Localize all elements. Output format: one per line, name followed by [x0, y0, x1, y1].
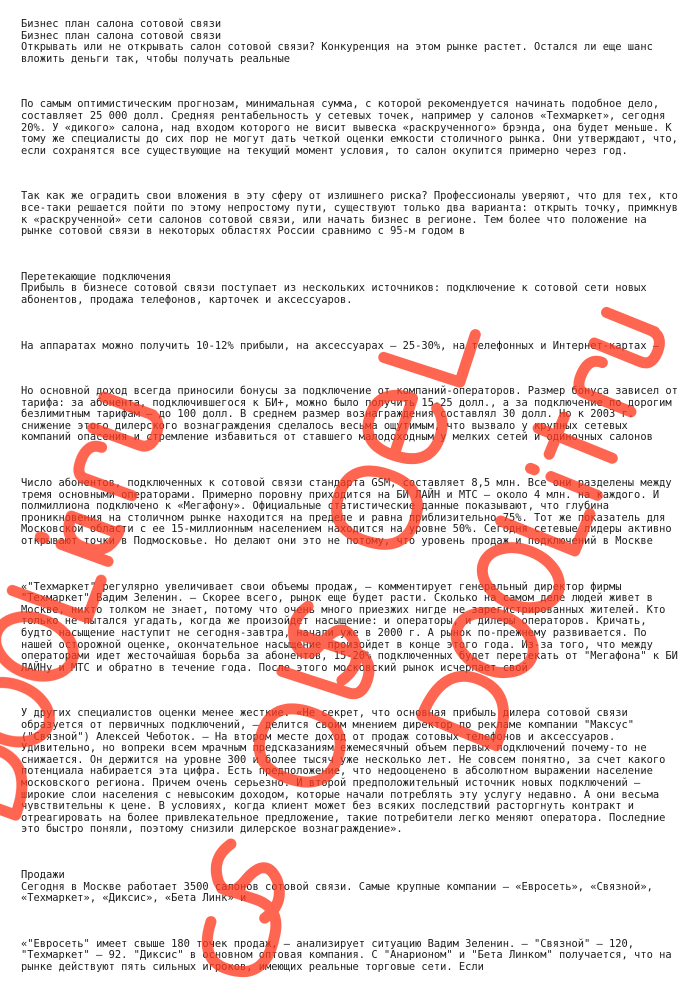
paragraph-techmarket-quote: «"Техмаркет" регулярно увеличивает свои объемы продаж, — комментирует генеральный директор фирмы "Техмаркет" Вадим Зеленин. — Скорее всего, рынок еще будет расти. Сколько на самом деле людей живет в Москве, никто толком не знает, потому что очень много приезжих нигде не зарегистрированных жителей. Кто только не пытался угадать, когда же произойдет насыщение: и операторы, и дилеры операторов. Кричать, будто насыщение наступит не сегодня-завтра, начали уже в 2000 г. А рынок по-прежнему развивается. По нашей осторожной оценке, окончательное насыщение произойдет в конце этого года. Из-за того, что между операторами идет жесточайшая борьба за абонентов, 15-20% подключенных будет перетекать от "Мегафона" к БИ ЛАЙНу и МТС и обратно в течение года. После этого московский рынок исчерпает свой: [21, 580, 678, 674]
paragraph-investment: По самым оптимистическим прогнозам, минимальная сумма, с которой рекомендуется начинать подобное дело, составляет 25 000 долл. Средняя рентабельность у сетевых точек, например у салонов «Техмаркет», сегодня 20%. У «дикого» салона, над входом которого не висит вывеска «раскрученного» брэнда, она будет меньше. К тому же специалисты до сих пор не могут дать четкой оценки емкости столичного рынка. Они утверждают, что, если сохранятся все существующие на текущий момент условия, то салон окупится примерно через год.: [21, 98, 678, 157]
paragraph-salons-count: Сегодня в Москве работает 3500 салонов сотовой связи. Самые крупные компании — «Евросеть», «Связной», «Техмаркет», «Диксис», «Бета Линк» и: [21, 880, 653, 905]
paragraph-euroset: «"Евросеть" имеет свыше 180 точек продаж, — анализирует ситуацию Вадим Зеленин. — "Связной" — 120, "Техмаркет" — 92. "Диксис" в основном оптовая компания. С "Анарионом" и "Бета Линком" получается, что на рынке действуют пять сильных игроков, имеющих реальные торговые сети. Если: [21, 937, 672, 973]
paragraph-margins: На аппаратах можно получить 10-12% прибыли, на аксессуарах — 25-30%, на телефонных и Интернет-картах —: [21, 339, 660, 352]
section-heading-sales: Продажи: [21, 868, 65, 881]
doc-title-line-2: Бизнес план салона сотовой связи: [21, 29, 222, 42]
document-body: [21, 19, 681, 973]
paragraph-risk: Так как же оградить свои вложения в эту сферу от излишнего риска? Профессионалы уверяют, что для тех, кто все-таки решается пойти по этому непростому пути, существуют только два варианта: открыть точку, примкнув к «раскрученной» сети салонов сотовой связи, или начать бизнес в регионе. Тем более что положение на рынке сотовой связи в некоторых областях России сравнимо с 95-м годом в: [21, 190, 678, 238]
section-heading-connections: Перетекающие подключения: [21, 270, 172, 283]
paragraph-profit-sources: Прибыль в бизнесе сотовой связи поступает из нескольких источников: подключение к сотовой сети новых абонентов, продажа телефонов, карточек и аксессуаров.: [21, 282, 647, 306]
paragraph-other-experts: У других специалистов оценки менее жесткие. «Не секрет, что основная прибыль дилера сотовой связи образуется от первичных подключений, — делится своим мнением директор по рекламе компании "Максус" ("Связной") Алексей Чеботок. — На втором месте доход от продаж сотовых телефонов и аксессуаров. Удивительно, но вопреки всем мрачным предсказаниям ежемесячный объем первых подключений почему-то не снижается. Он держится на уровне 300 и более тысяч уже несколько лет. Не совсем понятно, за счет какого потенциала набирается эта цифра. Есть предположение, что недооценено в абсолютном выражении население московского региона. Причем очень серьезно. И второй предположительный источник новых подключений — широкие слои населения с невысоким доходом, которые начали потреблять эту услугу недавно. А они весьма чувствительны к цене. В условиях, когда клиент может без всяких последствий расторгнуть контракт и отреагировать на более привлекательное предложение, такие потребители легко меняют оператора. Последние это быстро поняли, поэтому снизили дилерское вознаграждение».: [21, 707, 666, 836]
paragraph-bonuses: Но основной доход всегда приносили бонусы за подключение от компаний-операторов. Размер бонуса зависел от тарифа: за абонента, подключившегося к БИ+, можно было получить 15-25 долл., а за подключение по дорогим безлимитным тарифам — до 100 долл. В среднем размер вознаграждения составлял 30 долл. Но к 2003 г. снижение этого дилерского вознаграждения сделалось весьма ощутимым, что вызвало у крупных сетевых компаний опасения и стремление избавиться от ставшего малодоходным у мелких сетей и одиночных салонов: [21, 385, 678, 444]
doc-title-line-1: Бизнес план салона сотовой связи: [21, 18, 222, 30]
lead-paragraph: Открывать или не открывать салон сотовой связи? Конкуренция на этом рынке растет. Остался ли еще шанс вложить деньги так, чтобы получать реальные: [21, 41, 653, 65]
paragraph-subscribers: Число абонентов, подключенных к сотовой связи стандарта GSM, составляет 8,5 млн. Все они разделены между тремя основными операторами. Примерно поровну приходится на БИ ЛАЙН и МТС — около 4 млн. на каждого. И полмиллиона подключено к «Мегафону». Официальные статистические данные показывают, что глубина проникновения на столичном рынке находится на пределе и равна приблизительно 75%. Тот же показатель для Московской области с ее 15-миллионным населением находится на уровне 50%. Сегодня сетевые лидеры активно открывают точки в Подмосковье. Но делают они это не потому, что уровень продаж и подключений в Москве: [21, 477, 672, 548]
